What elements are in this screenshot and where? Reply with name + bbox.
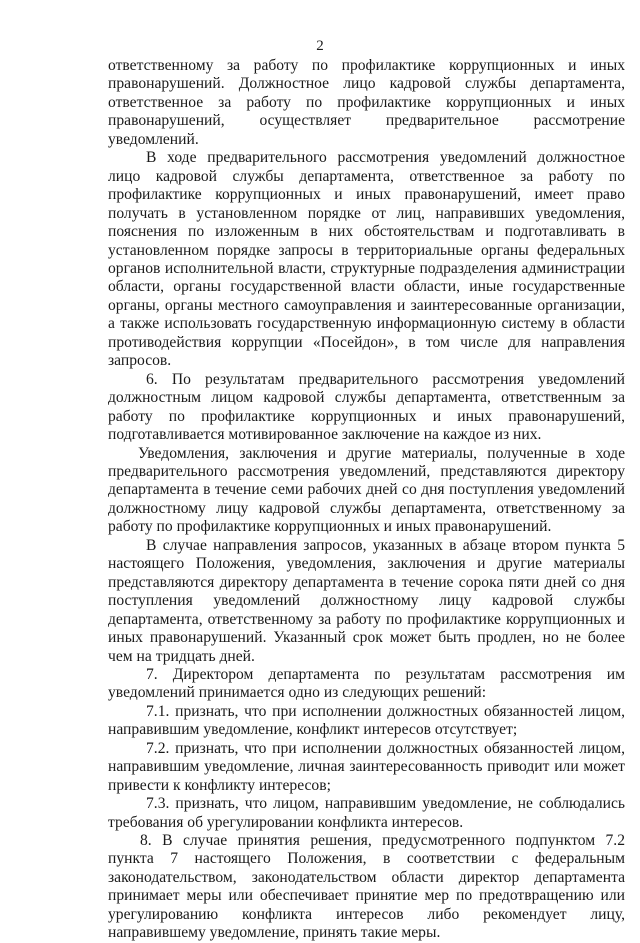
paragraph-preliminary-review: В ходе предварительного рассмотрения уведомлений должностное лицо кадровой службы департамента, ответственное за работу по профилактике коррупционных и иных правонарушений, имеет право получать в установленном порядке от лиц, направивших уведомления, пояснения по изложенным в них обстоятельствам и подготавливать в установленном порядке запросы в территориальные органы федеральных органов исполнительной власти, структурные подразделения администрации области, органы государственной власти области, иные государственные органы, органы местного самоуправления и заинтересованные организации, а также использовать государственную информационную систему в области противодействия коррупции «Посейдон», в том числе для направления запросов. — [108, 149, 625, 370]
paragraph-item-7-2: 7.2. признать, что при исполнении должностных обязанностей лицом, направившим уведомление, личная заинтересованность приводит или может привести к конфликту интересов; — [108, 739, 625, 794]
document-body — [108, 57, 625, 943]
paragraph-item-8: 8. В случае принятия решения, предусмотренного подпунктом 7.2 пункта 7 настоящего Положения, в соответствии с федеральным законодательством, законодательством области директор департамента принимает меры или обеспечивает принятие мер по предотвращению или урегулированию конфликта интересов либо рекомендует лицу, направившему уведомление, принять такие меры. — [108, 832, 625, 942]
paragraph-item-7: 7. Директором департамента по результатам рассмотрения им уведомлений принимается одно из следующих решений: — [108, 665, 625, 702]
paragraph-item-7-3: 7.3. признать, что лицом, направившим уведомление, не соблюдались требования об урегулировании конфликта интересов. — [108, 795, 625, 831]
paragraph-continuation: ответственному за работу по профилактике коррупционных и иных правонарушений. Должностное лицо кадровой службы департамента, ответственное за работу по профилактике коррупционных и иных правонарушений, осуществляет предварительное рассмотрение уведомлений. — [108, 57, 625, 148]
paragraph-requests-deadline: В случае направления запросов, указанных в абзаце втором пункта 5 настоящего Положения, уведомления, заключения и другие материалы представляются директору департамента в течение сорока пяти дней со дня поступления уведомлений должностному лицу кадровой службы департамента, ответственному за работу по профилактике коррупционных и иных правонарушений. Указанный срок может быть продлен, но не более чем на тридцать дней. — [108, 536, 625, 665]
paragraph-item-7-1: 7.1. признать, что при исполнении должностных обязанностей лицом, направившим уведомление, конфликт интересов отсутствует; — [108, 702, 625, 739]
paragraph-notifications-submission: Уведомления, заключения и другие материалы, полученные в ходе предварительного рассмотрения уведомлений, представляются директору департамента в течение семи рабочих дней со дня поступления уведомлений должностному лицу кадровой службы департамента, ответственному за работу по профилактике коррупционных и иных правонарушений. — [108, 444, 625, 536]
page-number: 2 — [316, 38, 324, 54]
paragraph-item-6: 6. По результатам предварительного рассмотрения уведомлений должностным лицом кадровой службы департамента, ответственным за работу по профилактике коррупционных и иных правонарушений, подготавливается мотивированное заключение на каждое из них. — [108, 370, 625, 444]
